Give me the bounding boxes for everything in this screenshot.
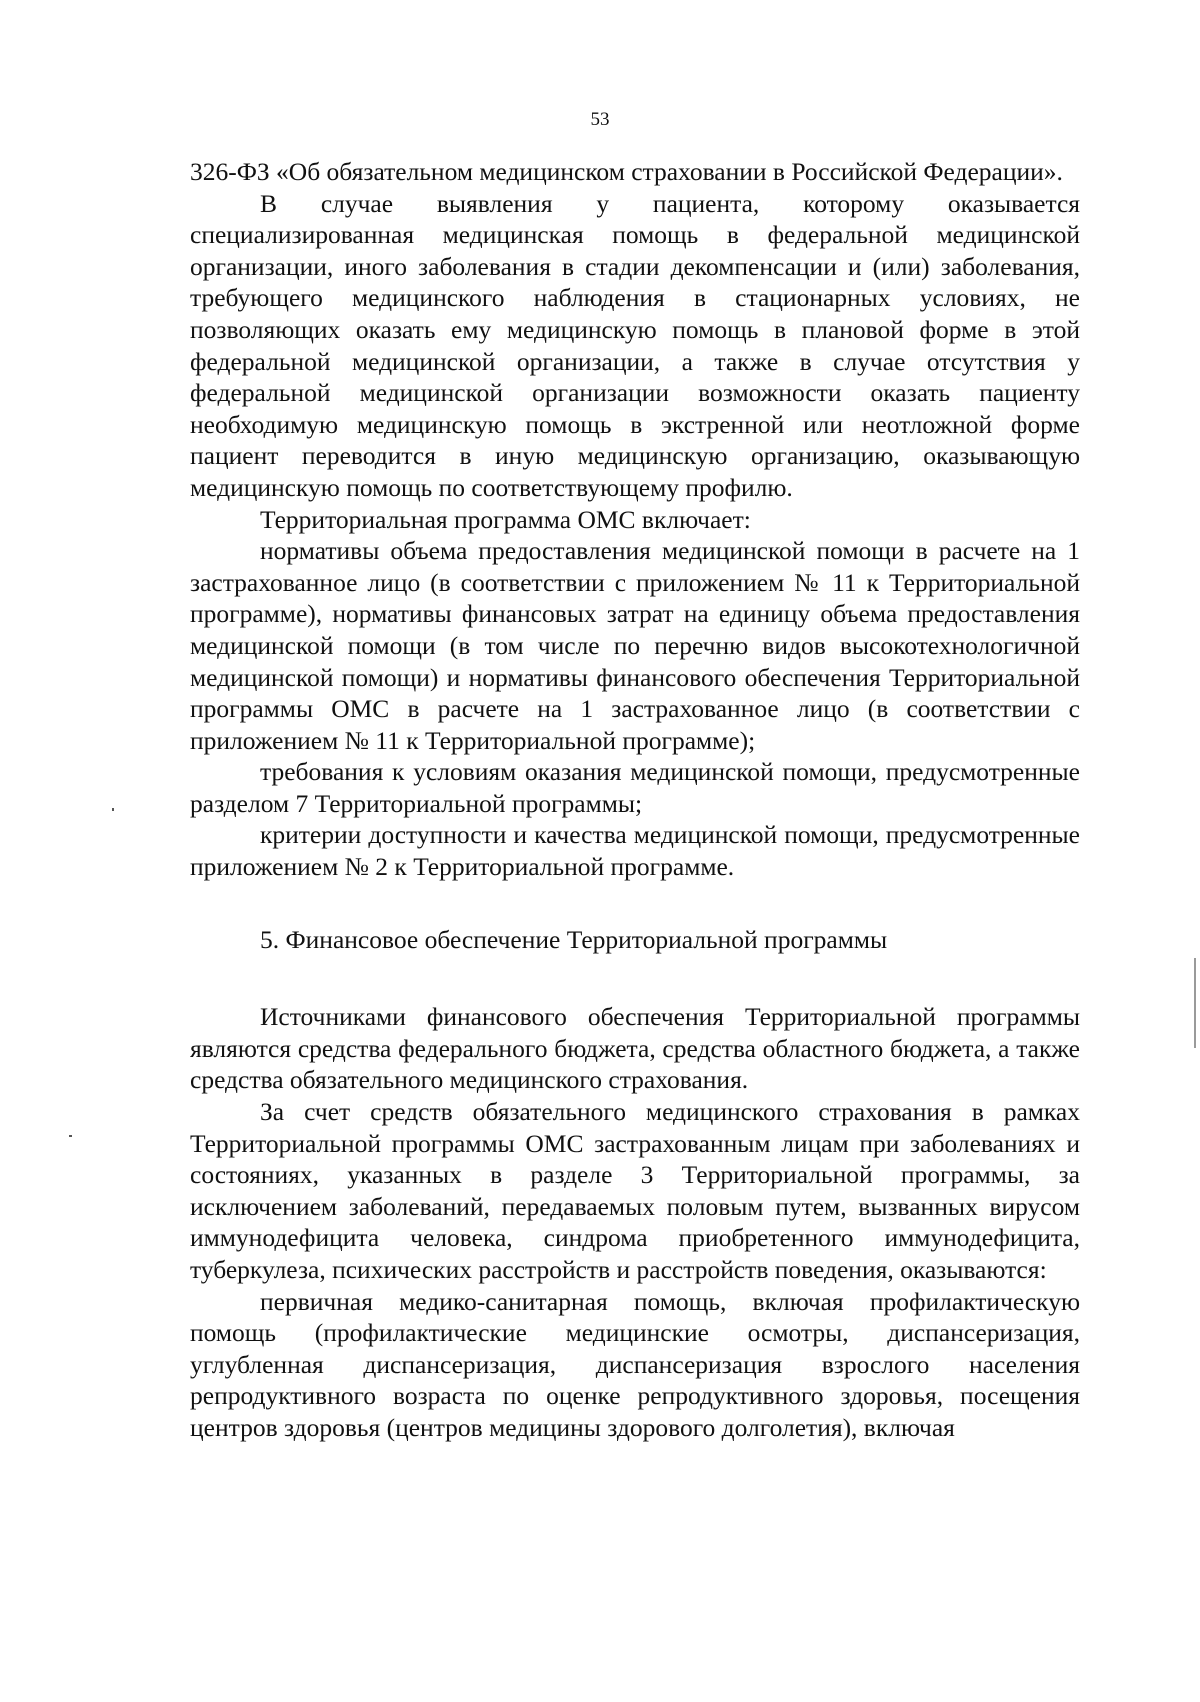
- section-heading: 5. Финансовое обеспечение Территориальной программы: [260, 924, 888, 954]
- paragraph-law-reference: 326-ФЗ «Об обязательном медицинском страховании в Российской Федерации».: [190, 157, 1063, 186]
- paragraph-oms-includes: Территориальная программа ОМС включает:: [260, 504, 751, 534]
- document-body: [190, 156, 1080, 1444]
- paragraph-volume-norms: нормативы объема предоставления медицинской помощи в расчете на 1 застрахованное лицо (в соответствии с приложением № 11 к Территориальной программе), нормативы финансовых затрат на единицу объема предоставления медицинской помощи (в том числе по перечню видов высокотехнологичной медицинской помощи) и нормативы финансового обеспечения Территориальной программы ОМС в расчете на 1 застрахованное лицо (в соответствии с приложением № 11 к Территориальной программе);: [190, 536, 1080, 755]
- paragraph-quality-criteria: критерии доступности и качества медицинской помощи, предусмотренные приложением № 2 к Территориальной программе.: [190, 820, 1080, 882]
- paragraph-care-requirements: требования к условиям оказания медицинской помощи, предусмотренные разделом 7 Территориальной программы;: [190, 757, 1080, 818]
- scan-artifact: [112, 808, 114, 811]
- paragraph-primary-care: первичная медико-санитарная помощь, включая профилактическую помощь (профилактические медицинские осмотры, диспансеризация, углубленная диспансеризация, диспансеризация взрослого населения репродуктивного возраста по оценке репродуктивного здоровья, посещения центров здоровья (центров медицины здорового долголетия), включая: [190, 1286, 1080, 1442]
- paragraph-funding-sources: Источниками финансового обеспечения Территориальной программы являются средства федерального бюджета, средства областного бюджета, а также средства обязательного медицинского страхования.: [190, 1002, 1080, 1095]
- paragraph-oms-coverage: За счет средств обязательного медицинского страхования в рамках Территориальной программы ОМС застрахованным лицам при заболеваниях и состояниях, указанных в разделе 3 Территориальной программы, за исключением заболеваний, передаваемых половым путем, вызванных вирусом иммунодефицита человека, синдрома приобретенного иммунодефицита, туберкулеза, психических расстройств и расстройств поведения, оказываются:: [190, 1097, 1080, 1284]
- paragraph-patient-transfer: В случае выявления у пациента, которому оказывается специализированная медицинская помощь в федеральной медицинской организации, иного заболевания в стадии декомпенсации и (или) заболевания, требующего медицинского наблюдения в стационарных условиях, не позволяющих оказать ему медицинскую помощь в плановой форме в этой федеральной медицинской организации, а также в случае отсутствия у федеральной медицинской организации возможности оказать пациенту необходимую медицинскую помощь в экстренной или неотложной форме пациент переводится в иную медицинскую организацию, оказывающую медицинскую помощь по соответствующему профилю.: [190, 188, 1080, 502]
- scan-edge-artifact: [1194, 958, 1196, 1048]
- page-number: 53: [590, 109, 610, 130]
- scan-artifact: [69, 1135, 72, 1137]
